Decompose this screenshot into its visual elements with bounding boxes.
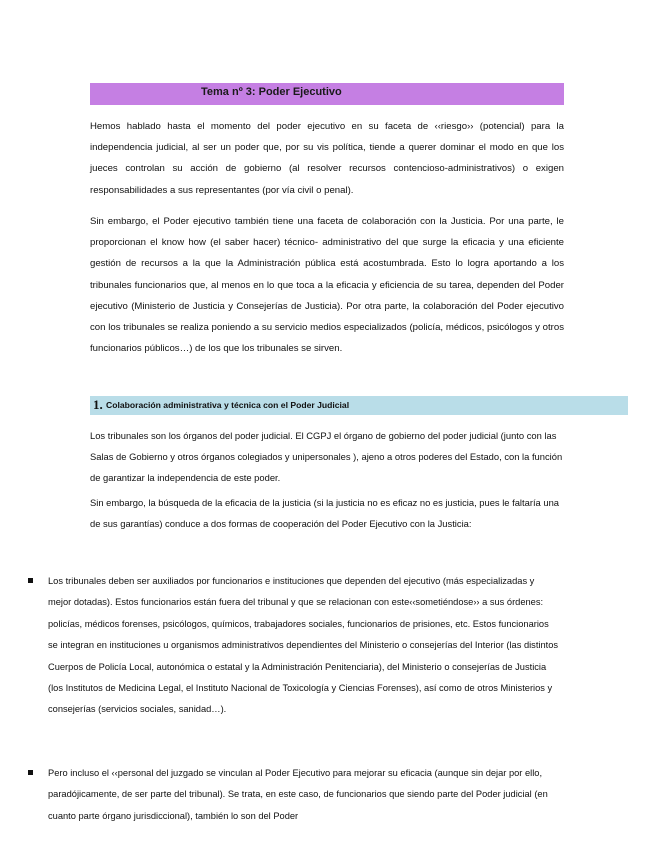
section-number: 1. <box>93 397 103 412</box>
bullet-item-2: Pero incluso el ‹‹personal del juzgado se vinculan al Poder Ejecutivo para mejorar su eficacia (aunque sin dejar por ello, paradójicamente, de ser parte del tribunal). Se trata, en este caso, de funcionarios que siendo parte del Poder judicial (en cuanto parte órgano jurisdiccional), también lo son del Poder <box>48 768 548 821</box>
section-heading-bar <box>90 396 628 415</box>
section-paragraph-2: Sin embargo, la búsqueda de la eficacia de la justicia (si la justicia no es eficaz no es justicia, pues le faltaría una de sus garantías) conduce a dos formas de cooperación del Poder Ejecutivo con la Justicia: <box>90 497 560 530</box>
bullet-square-icon <box>28 770 33 775</box>
bullet-square-icon <box>28 578 33 583</box>
intro-paragraph-2: Sin embargo, el Poder ejecutivo también tiene una faceta de colaboración con la Justicia. Por una parte, le proporcionan el know how (el saber hacer) técnico- administrativo del que surge la eficacia y una eficiente gestión de recursos a la que la Administración pública está acostumbrada. Esto lo logra aportando a los tribunales funcionarios que, al menos en lo que toca a la eficacia y eficiencia de su tarea, dependen del Poder ejecutivo (Ministerio de Justicia y Consejerías de Justicia). Por otra parte, la colaboración del Poder ejecutivo con los tribunales se realiza poniendo a su servicio medios especializados (policía, médicos, psicólogos y otros funcionarios públicos…) de los que los tribunales se sirven. <box>90 216 564 355</box>
section-heading: Colaboración administrativa y técnica con el Poder Judicial <box>106 400 350 410</box>
bullet-item-1: Los tribunales deben ser auxiliados por funcionarios e instituciones que dependen del ejecutivo (más especializadas y mejor dotadas). Estos funcionarios están fuera del tribunal y que se relacionan con este‹‹sometiéndose›› a sus órdenes: policías, médicos forenses, psicólogos, químicos, trabajadores sociales, funcionarios de prisiones, etc. Estos funcionarios se integran en instituciones u organismos administrativos dependientes del Ministerio o consejerías del Interior (las distintos Cuerpos de Policía Local, autonómica o estatal y la Administración Penitenciaria), del Ministerio o consejerías de Justicia (los Institutos de Medicina Legal, el Instituto Nacional de Toxicología y Ciencias Forenses), así como de otros Ministerios y consejerías (servicios sociales, sanidad…). <box>48 576 559 715</box>
page-title: Tema nº 3: Poder Ejecutivo <box>201 86 342 98</box>
section-paragraph-1: Los tribunales son los órganos del poder judicial. El CGPJ el órgano de gobierno del poder judicial (junto con las Salas de Gobierno y otros órganos colegiados y unipersonales ), ajeno a otros poderes del Estado, con la función de garantizar la independencia de este poder. <box>90 430 563 484</box>
title-bar <box>90 83 564 105</box>
intro-paragraph-1: Hemos hablado hasta el momento del poder ejecutivo en su faceta de ‹‹riesgo›› (potencial) para la independencia judicial, al ser un poder que, por su vis política, tiende a querer dominar el modo en que los jueces controlan su acción de gobierno (al resolver recursos contencioso-administrativos) o exigen responsabilidades a sus representantes (por vía civil o penal). <box>90 121 564 196</box>
